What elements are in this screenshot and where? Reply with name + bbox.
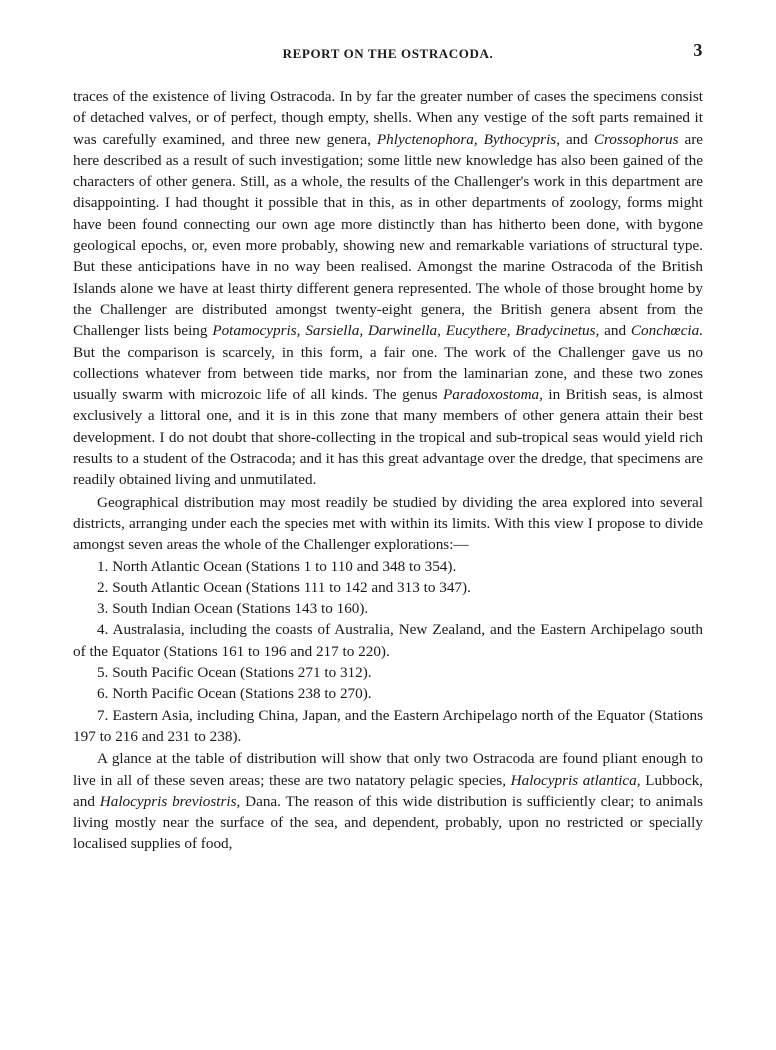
area-item: 1. North Atlantic Ocean (Stations 1 to 110 and 348 to 354). (97, 557, 457, 575)
text-run: and (560, 130, 594, 148)
genus-name: Phlyctenophora, (376, 130, 478, 148)
text-run: are here described as a result of such investigation; some little new knowledge has also been gained of the characters of other genera. Still, as a whole, the results of the Challenger's work in this department are disappointing. I had thought it possible that in this, as in other departments of zoology, forms might have been found connecting our own age more distinctly than has hitherto been done, with bygone geological epochs, or, even more probably, showing new and remarkable variations of structural type. But these anticipations have in no way been realised. Amongst the marine Ostracoda of the British Islands alone we have at least thirty different genera represented. The whole of those brought home by the Challenger are distributed amongst twenty-eight genera, the British genera absent from the Challenger lists being (73, 130, 703, 340)
paragraph-2: Geographical distribution may most readily be studied by dividing the area explored into several districts, arranging under each the species met with within its limits. With this view I propose to divide amongst seven areas the whole of the Challenger explorations:— (73, 493, 703, 554)
body-text (73, 86, 703, 855)
genus-name: Sarsiella, (305, 322, 364, 340)
text-run: A glance at the table of distribution will show that only two Ostracoda are found pliant enough to live in all of these seven areas; these are two natatory pelagic species, (73, 750, 703, 789)
genus-name: Potamocypris, (212, 322, 301, 340)
species-name: Halocypris breviostris, (99, 792, 241, 810)
paragraph-3 (73, 748, 703, 854)
genus-name: Conchœcia. (630, 322, 704, 340)
genus-name: Crossophorus (593, 130, 679, 148)
genus-name: Paradoxostoma, (442, 386, 543, 404)
genus-name: Darwinella, (367, 322, 441, 340)
paragraph-1 (73, 86, 703, 491)
text-run: in British seas, is almost exclusively a littoral one, and it is in this zone that many members of other genera attain their best development. I do not doubt that shore-collecting in the tropical and sub-tropical seas would yield rich results to a student of the Ostracoda; and it has this great advantage over the dredge, that specimens are readily obtained living and unmutilated. (73, 386, 703, 489)
area-item: 5. South Pacific Ocean (Stations 271 to 312). (97, 664, 372, 682)
area-item: 6. North Pacific Ocean (Stations 238 to 270). (97, 685, 372, 703)
area-item: 4. Australasia, including the coasts of Australia, New Zealand, and the Eastern Archipelago south of the Equator (Stations 161 to 196 and 217 to 220). (73, 621, 703, 660)
text-run: But the comparison is scarcely, in this form, a fair one. The work of the Challenger gave us no collections whatever from between tide marks, nor from the laminarian zone, and these two zones usually swarm with microzoic life of all kinds. The genus (73, 343, 703, 404)
genus-name: Bradycinetus, (515, 322, 600, 340)
area-item: 2. South Atlantic Ocean (Stations 111 to 142 and 313 to 347). (97, 578, 471, 596)
area-item: 3. South Indian Ocean (Stations 143 to 160). (97, 600, 369, 618)
genus-name: Eucythere, (445, 322, 511, 340)
page (73, 40, 703, 855)
area-item: 7. Eastern Asia, including China, Japan, and the Eastern Archipelago north of the Equator (Stations 197 to 216 and 231 to 238). (73, 706, 703, 745)
species-name: Halocypris atlantica, (510, 771, 641, 789)
text-run: Lubbock, and (73, 771, 703, 810)
running-title: REPORT ON THE OSTRACODA. (282, 46, 494, 61)
genus-name: Bythocypris, (483, 130, 560, 148)
text-run: Dana. The reason of this wide distribution is sufficiently clear; to animals living mostly near the surface of the sea, and dependent, probably, upon no restricted or specially localised supplies of food, (73, 792, 703, 853)
text-run: and (599, 322, 631, 340)
areas-list (73, 556, 703, 748)
page-number: 3 (693, 40, 703, 60)
text-run: traces of the existence of living Ostracoda. In by far the greater number of cases the specimens consist of detached valves, or of perfect, though empty, shells. When any vestige of the soft parts remained it was carefully examined, and three new genera, (73, 88, 703, 148)
running-head (73, 40, 703, 66)
